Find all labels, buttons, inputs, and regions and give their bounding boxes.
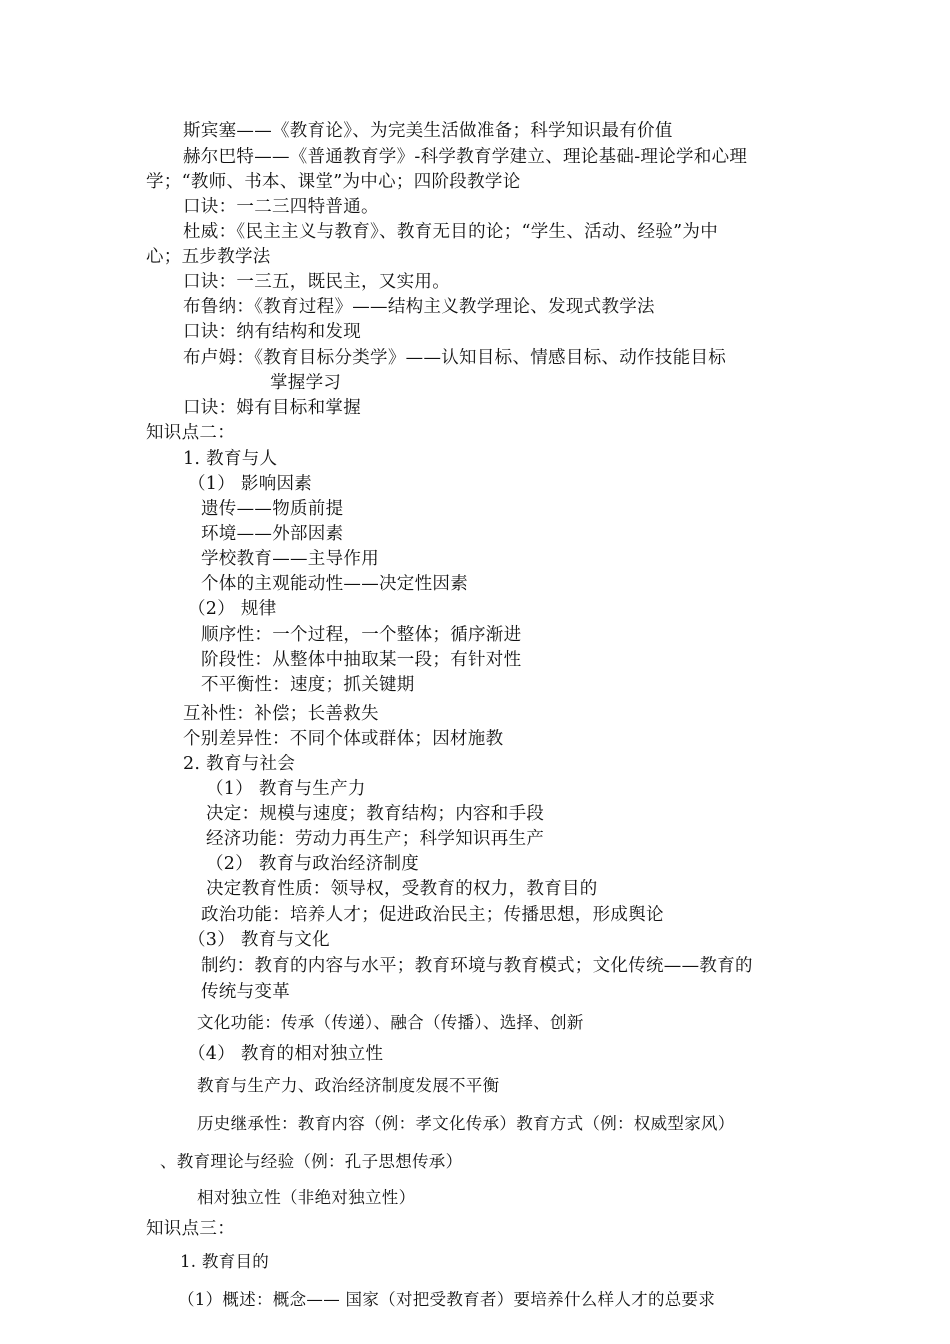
text-line: 文化功能：传承（传递）、融合（传播）、选择、创新 [197, 1013, 584, 1032]
numbered-heading: 1. 教育目的 [180, 1252, 270, 1271]
text-line: （1）概述：概念—— 国家（对把受教育者）要培养什么样人才的总要求 [178, 1290, 716, 1309]
text-line: 布鲁纳：《教育过程》——结构主义教学理论、发现式教学法 [183, 297, 655, 317]
text-line: 学；“教师、书本、课堂”为中心；四阶段教学论 [146, 172, 521, 192]
text-line: 个体的主观能动性——决定性因素 [201, 574, 468, 594]
text-line: 杜威：《民主主义与教育》、教育无目的论；“学生、活动、经验”为中 [183, 222, 718, 242]
sub-heading: （1） 影响因素 [188, 474, 313, 494]
section-heading: 知识点三： [146, 1219, 235, 1239]
text-line: 口诀：一二三四特普通。 [183, 197, 379, 217]
numbered-heading: 1. 教育与人 [183, 449, 278, 469]
sub-heading: （2） 教育与政治经济制度 [206, 854, 420, 874]
sub-heading: （4） 教育的相对独立性 [188, 1044, 384, 1064]
text-line: 历史继承性：教育内容（例：孝文化传承）教育方式（例：权威型家风） [197, 1114, 735, 1133]
text-line: 心；五步教学法 [146, 247, 271, 267]
text-line: 、教育理论与经验（例：孔子思想传承） [160, 1152, 463, 1171]
text-line: 经济功能：劳动力再生产；科学知识再生产 [206, 829, 545, 849]
text-line: 教育与生产力、政治经济制度发展不平衡 [197, 1076, 500, 1095]
text-line: 决定教育性质：领导权，受教育的权力，教育目的 [206, 879, 598, 899]
text-line: 制约：教育的内容与水平；教育环境与教育模式；文化传统——教育的 [201, 956, 753, 976]
text-line: 顺序性：一个过程，一个整体；循序渐进 [201, 625, 522, 645]
text-line: 掌握学习 [270, 373, 342, 393]
text-line: 赫尔巴特——《普通教育学》-科学教育学建立、理论基础-理论学和心理 [183, 147, 748, 167]
text-line: 学校教育——主导作用 [201, 549, 379, 569]
text-line: 相对独立性（非绝对独立性） [197, 1188, 416, 1207]
text-line: 环境——外部因素 [201, 524, 344, 544]
text-line: 口诀：姆有目标和掌握 [183, 398, 361, 418]
text-line: 个别差异性：不同个体或群体；因材施教 [183, 729, 504, 749]
section-heading: 知识点二： [146, 423, 235, 443]
sub-heading: （2） 规律 [188, 599, 277, 619]
numbered-heading: 2. 教育与社会 [183, 754, 296, 774]
text-line: 传统与变革 [201, 982, 290, 1002]
text-line: 布卢姆：《教育目标分类学》——认知目标、情感目标、动作技能目标 [183, 348, 727, 368]
sub-heading: （3） 教育与文化 [188, 930, 330, 950]
text-line: 斯宾塞——《教育论》、为完美生活做准备；科学知识最有价值 [183, 121, 673, 141]
text-line: 口诀：纳有结构和发现 [183, 322, 361, 342]
text-line: 决定：规模与速度；教育结构；内容和手段 [206, 804, 545, 824]
text-line: 互补性：补偿；长善救失 [183, 704, 379, 724]
sub-heading: （1） 教育与生产力 [206, 779, 366, 799]
text-line: 不平衡性：速度；抓关键期 [201, 675, 415, 695]
text-line: 阶段性：从整体中抽取某一段；有针对性 [201, 650, 522, 670]
text-line: 口诀：一三五，既民主，又实用。 [183, 272, 450, 292]
text-line: 遗传——物质前提 [201, 499, 344, 519]
text-line: 政治功能：培养人才；促进政治民主；传播思想，形成舆论 [201, 905, 664, 925]
